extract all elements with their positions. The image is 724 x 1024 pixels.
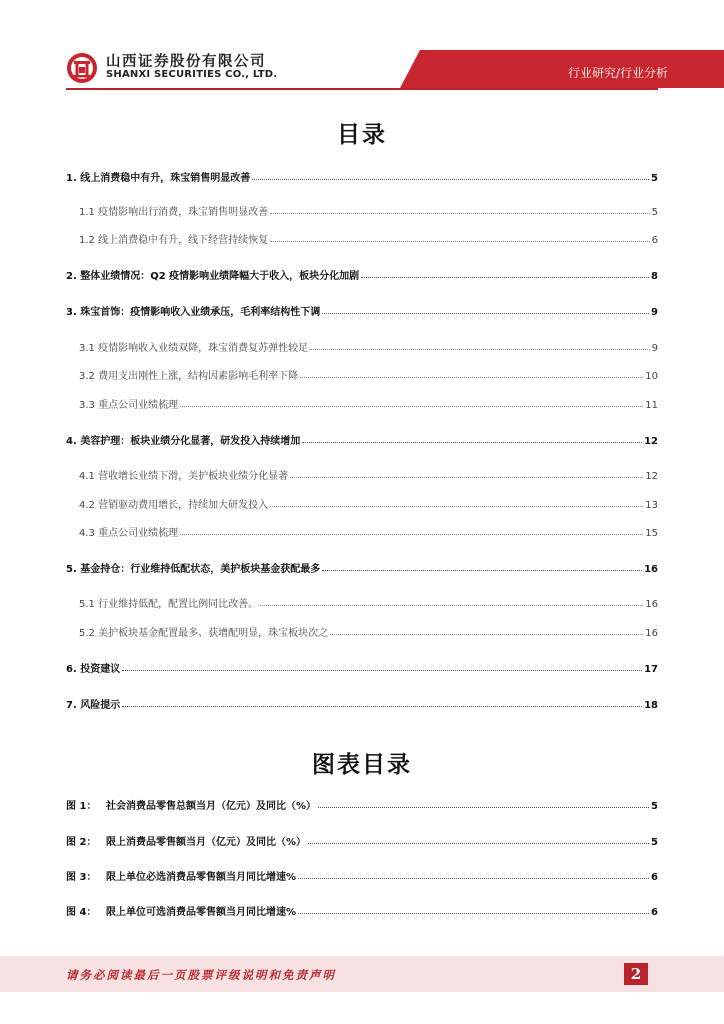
- toc-entry[interactable]: [0, 594, 658, 610]
- leader-dots: [290, 477, 643, 478]
- company-name-en: SHANXI SECURITIES CO., LTD.: [106, 69, 278, 80]
- leader-dots: [322, 570, 642, 571]
- shanxi-securities-logo-icon: [66, 52, 98, 84]
- toc-entry-page: 15: [645, 528, 658, 539]
- header-rule: [66, 88, 658, 90]
- toc-entry[interactable]: [0, 659, 658, 675]
- figure-number: 图 4：: [66, 907, 97, 918]
- toc-entry[interactable]: [0, 266, 658, 282]
- leader-dots: [318, 807, 649, 808]
- toc-title: 目录: [337, 122, 387, 148]
- toc-entry[interactable]: [0, 466, 658, 482]
- page-footer: [0, 956, 724, 992]
- toc-entry-page: 5: [651, 173, 658, 184]
- figure-entry-label-wrap: [66, 833, 306, 848]
- leader-dots: [260, 605, 643, 606]
- leader-dots: [330, 634, 643, 635]
- toc-entry-label: 3.1 疫情影响收入业绩双降，珠宝消费复苏弹性较足: [79, 343, 309, 354]
- toc-entry-page: 16: [645, 599, 658, 610]
- figure-entry-label: 限上消费品零售额当月（亿元）及同比（%）: [106, 837, 307, 848]
- toc-entry-page: 17: [644, 664, 658, 675]
- toc-entry-label: 2. 整体业绩情况：Q2 疫情影响业绩降幅大于收入，板块分化加剧: [66, 271, 360, 282]
- toc-entry-label: 7. 风险提示: [66, 700, 121, 711]
- toc-entry-label: 4.2 营销驱动费用增长，持续加大研发投入: [79, 500, 269, 511]
- figure-entry[interactable]: [0, 832, 658, 848]
- figure-entry-page: 5: [651, 801, 658, 812]
- toc-entry[interactable]: [0, 366, 658, 382]
- toc-entry-page: 9: [651, 307, 658, 318]
- leader-dots: [308, 843, 649, 844]
- page-header: [0, 0, 724, 96]
- figure-entry-label: 限上单位可选消费品零售额当月同比增速%: [106, 907, 297, 918]
- leader-dots: [180, 406, 643, 407]
- figure-number: 图 3：: [66, 872, 97, 883]
- leader-dots: [122, 706, 642, 707]
- toc-entry-page: 16: [644, 564, 658, 575]
- toc-entry[interactable]: [0, 168, 658, 184]
- leader-dots: [300, 377, 643, 378]
- figure-entry[interactable]: [0, 796, 658, 812]
- toc-entry[interactable]: [0, 623, 658, 639]
- header-banner: [400, 50, 724, 90]
- leader-dots: [252, 179, 649, 180]
- figure-entry-label-wrap: [66, 903, 296, 918]
- figure-number: 图 1：: [66, 801, 97, 812]
- leader-dots: [322, 313, 649, 314]
- figure-entry[interactable]: [0, 902, 658, 918]
- figure-entry-label-wrap: [66, 868, 296, 883]
- toc-entry-label: 5.1 行业维持低配，配置比例同比改善。: [79, 599, 259, 610]
- leader-dots: [302, 442, 642, 443]
- toc-entry-label: 5. 基金持仓：行业维持低配状态，美护板块基金获配最多: [66, 564, 321, 575]
- toc-entry[interactable]: [0, 695, 658, 711]
- figure-number: 图 2：: [66, 837, 97, 848]
- toc-entry[interactable]: [0, 338, 658, 354]
- company-name-cn: 山西证券股份有限公司: [106, 54, 266, 70]
- leader-dots: [270, 213, 650, 214]
- leader-dots: [122, 670, 642, 671]
- toc-entry[interactable]: [0, 523, 658, 539]
- section-tag: 行业研究/行业分析: [567, 66, 668, 80]
- toc-entry[interactable]: [0, 302, 658, 318]
- leader-dots: [270, 241, 650, 242]
- toc-entry-label: 4.1 营收增长业绩下滑，美护板块业绩分化显著: [79, 471, 289, 482]
- toc-entry[interactable]: [0, 559, 658, 575]
- disclaimer-notice[interactable]: 请务必阅读最后一页股票评级说明和免责声明: [66, 968, 336, 982]
- toc-entry-label: 1.2 线上消费稳中有升，线下经营持续恢复: [79, 235, 269, 246]
- toc-entry-page: 13: [645, 500, 658, 511]
- leader-dots: [270, 506, 643, 507]
- leader-dots: [298, 878, 649, 879]
- figure-entry-page: 6: [651, 907, 658, 918]
- figure-entry-page: 6: [651, 872, 658, 883]
- toc-entry[interactable]: [0, 431, 658, 447]
- toc-entry-label: 4.3 重点公司业绩梳理: [79, 528, 179, 539]
- toc-entry-page: 11: [645, 400, 658, 411]
- figure-entry-label-wrap: [66, 797, 316, 812]
- toc-entry-label: 4. 美容护理：板块业绩分化显著，研发投入持续增加: [66, 436, 301, 447]
- leader-dots: [180, 534, 643, 535]
- leader-dots: [298, 913, 649, 914]
- toc-entry[interactable]: [0, 395, 658, 411]
- toc-entry-label: 3. 珠宝首饰：疫情影响收入业绩承压，毛利率结构性下调: [66, 307, 321, 318]
- toc-entry-page: 5: [651, 207, 658, 218]
- toc-entry-page: 12: [644, 436, 658, 447]
- page-number: 2: [624, 963, 648, 985]
- figure-entry[interactable]: [0, 867, 658, 883]
- figures-title: 图表目录: [312, 752, 412, 778]
- toc-entry[interactable]: [0, 495, 658, 511]
- figure-entry-label: 限上单位必选消费品零售额当月同比增速%: [106, 872, 297, 883]
- toc-entry-label: 5.2 美护板块基金配置最多、获增配明显，珠宝板块次之: [79, 628, 329, 639]
- toc-entry-page: 9: [651, 343, 658, 354]
- toc-entry-label: 3.3 重点公司业绩梳理: [79, 400, 179, 411]
- toc-entry-page: 12: [645, 471, 658, 482]
- leader-dots: [310, 349, 650, 350]
- leader-dots: [361, 277, 649, 278]
- toc-entry-page: 16: [645, 628, 658, 639]
- toc-entry-label: 1.1 疫情影响出行消费，珠宝销售明显改善: [79, 207, 269, 218]
- toc-entry[interactable]: [0, 202, 658, 218]
- figure-entry-page: 5: [651, 837, 658, 848]
- toc-entry-label: 1. 线上消费稳中有升，珠宝销售明显改善: [66, 173, 251, 184]
- toc-entry[interactable]: [0, 230, 658, 246]
- toc-entry-page: 8: [651, 271, 658, 282]
- toc-entry-label: 3.2 费用支出刚性上涨，结构因素影响毛利率下降: [79, 371, 299, 382]
- toc-entry-label: 6. 投资建议: [66, 664, 121, 675]
- toc-entry-page: 10: [645, 371, 658, 382]
- figure-entry-label: 社会消费品零售总额当月（亿元）及同比（%）: [106, 801, 317, 812]
- toc-entry-page: 18: [644, 700, 658, 711]
- toc-entry-page: 6: [651, 235, 658, 246]
